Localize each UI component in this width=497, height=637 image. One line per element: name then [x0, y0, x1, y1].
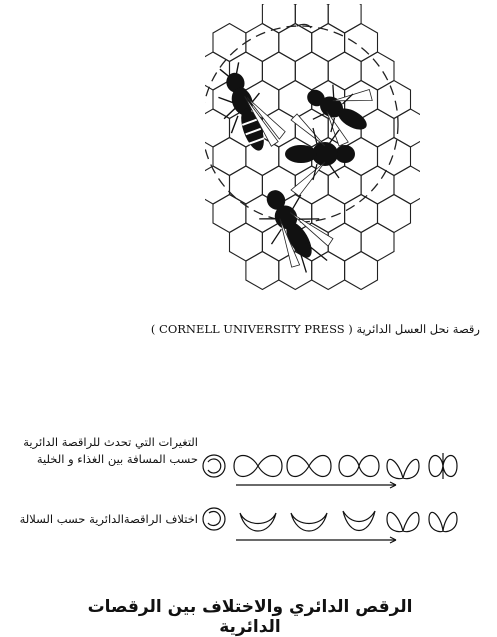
- honeycomb-cell: [213, 195, 246, 233]
- honeycomb-cell: [312, 24, 345, 62]
- honeycomb-cell: [279, 81, 312, 119]
- honeycomb-cell: [213, 24, 246, 62]
- dance-pattern-figure-eight: [287, 456, 331, 477]
- breed-variation-label: [12, 511, 198, 528]
- page-title: الرقص الدائري والاختلاف بين الرقصات الدائرية: [87, 597, 413, 637]
- honeycomb-cell: [328, 52, 361, 90]
- honeycomb-cell: [328, 4, 361, 33]
- dance-pattern-circle: [203, 508, 225, 530]
- honeycomb-grid: [205, 4, 420, 290]
- honeycomb-cell: [378, 81, 411, 119]
- dance-pattern-circle: [203, 455, 225, 477]
- dance-pattern-double-loop: [339, 456, 379, 477]
- breed-variation-label-line1: اختلاف الراقصةالدائرية حسب السلالة: [19, 512, 198, 526]
- honeycomb-cell: [345, 24, 378, 62]
- honeycomb-cell: [345, 252, 378, 290]
- distance-variation-label-line2: حسب المسافة بين الغذاء و الخلية: [36, 452, 198, 466]
- honeycomb-cell: [378, 138, 411, 176]
- figure-caption: رقصة نحل العسل الدائرية ( CORNELL UNIVERSITY PRESS ): [150, 322, 480, 336]
- dance-pattern-narrow-loop: [429, 512, 457, 531]
- honeycomb-cell: [213, 138, 246, 176]
- honeycomb-cell: [361, 52, 394, 90]
- honeycomb-cell: [279, 24, 312, 62]
- distance-variation-label: [12, 434, 198, 468]
- honeycomb-cell: [378, 195, 411, 233]
- dance-pattern-heart: [387, 459, 419, 478]
- honeycomb-cell: [230, 223, 263, 261]
- honeycomb-cell: [328, 223, 361, 261]
- bee-top-right: [293, 64, 383, 153]
- distance-variation-label-line1: التغيرات التي تحدث للراقصة الدائرية: [23, 435, 198, 449]
- distance-dance-sequence: [196, 441, 471, 491]
- honeycomb-cell: [328, 166, 361, 204]
- honeycomb-cell: [361, 109, 394, 147]
- dance-pattern-u-loop: [291, 513, 327, 531]
- honeycomb-cell: [295, 52, 328, 90]
- honeycomb-cell: [394, 166, 420, 204]
- breed-dance-sequence: [196, 494, 471, 544]
- honeycomb-cell: [230, 166, 263, 204]
- honeycomb-cell: [205, 166, 230, 204]
- honeycomb-cell: [205, 52, 230, 90]
- dance-pattern-v-loop: [343, 511, 375, 531]
- bee-dance-illustration: [205, 4, 420, 304]
- honeycomb-cell: [361, 166, 394, 204]
- honeycomb-cell: [312, 252, 345, 290]
- dance-pattern-narrow-loop: [429, 453, 457, 479]
- dance-pattern-u-loop: [240, 513, 276, 531]
- honeycomb-cell: [361, 223, 394, 261]
- dance-pattern-figure-eight-wide: [234, 456, 282, 477]
- honeycomb-cell: [246, 252, 279, 290]
- honeycomb-cell: [262, 52, 295, 90]
- honeycomb-cell: [205, 109, 230, 147]
- dance-pattern-heart: [387, 512, 419, 531]
